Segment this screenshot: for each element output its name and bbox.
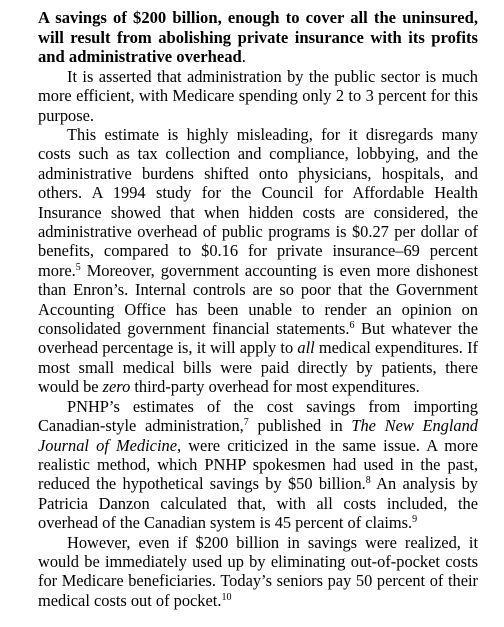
emphasis-zero: zero — [102, 377, 131, 397]
paragraph-1 — [38, 67, 478, 125]
paragraph-3 — [38, 397, 478, 533]
paragraph-3-text-d: An analysis by Patricia Danzon calculated that, with all costs included, the overhead of the Canadian system is 45 percent of claims. — [38, 474, 478, 533]
emphasis-all: all — [297, 338, 315, 358]
paragraph-2-text-b: Moreover, government accounting is even more dishonest than Enron’s. Internal controls are so poor that the Government Accounting Office has been unable to render an opinion on consolidated government financial statements. — [38, 260, 478, 339]
paragraph-2-text-a: This estimate is highly misleading, for it disregards many costs such as tax collection and compliance, lobbying, and the administrative burdens shifted onto physicians, hospitals, and others. A 1994 study for the Council for Affordable Health Insurance showed that when hidden costs are considered, the administrative overhead of public programs is $0.27 per dollar of benefits, compared to $0.16 for private insurance–69 percent more. — [38, 125, 478, 280]
paragraph-2-text-c: But whatever the overhead percentage is, it will apply to — [38, 319, 478, 358]
paragraph-3-text-b: published in — [248, 416, 352, 436]
section-heading-text: A savings of $200 billion, enough to cover all the uninsured, will result from abolishing private insurance with its profits and administrative overhead — [38, 8, 478, 67]
footnote-ref-10: 10 — [221, 591, 232, 603]
section-heading — [38, 8, 478, 67]
paragraph-4 — [38, 533, 478, 611]
footnote-ref-9: 9 — [412, 514, 418, 526]
footnote-ref-7: 7 — [243, 417, 249, 429]
paragraph-3-text-a: PNHP’s estimates of the cost savings from importing Canadian-style administration, — [38, 396, 478, 436]
journal-title: The New England Journal of Medicine — [38, 416, 479, 455]
footnote-ref-8: 8 — [365, 475, 371, 487]
footnote-ref-6: 6 — [349, 320, 355, 332]
paragraph-4-text-a: However, even if $200 billion in savings were realized, it would be immediately used up by eliminating out-of-pocket costs for Medicare beneficiaries. Today’s seniors pay 50 percent of their medical costs out of pocket. — [38, 532, 478, 610]
paragraph-1-text: It is asserted that administration by the public sector is much more efficient, with Medicare spending only 2 to 3 percent for this purpose. — [38, 66, 478, 125]
paragraph-3-text-c: , were criticized in the same issue. A more realistic method, which PNHP spokesmen had used in the past, reduced the hypothetical savings by $50 billion. — [38, 435, 478, 494]
footnote-ref-5: 5 — [75, 261, 81, 273]
section-heading-period: . — [241, 47, 246, 67]
paragraph-2-text-d: medical expenditures. If most small medical bills were paid directly by patients, there would be — [38, 338, 478, 397]
paragraph-2-text-e: third-party overhead for most expenditures. — [130, 377, 420, 397]
paragraph-2 — [38, 125, 478, 397]
